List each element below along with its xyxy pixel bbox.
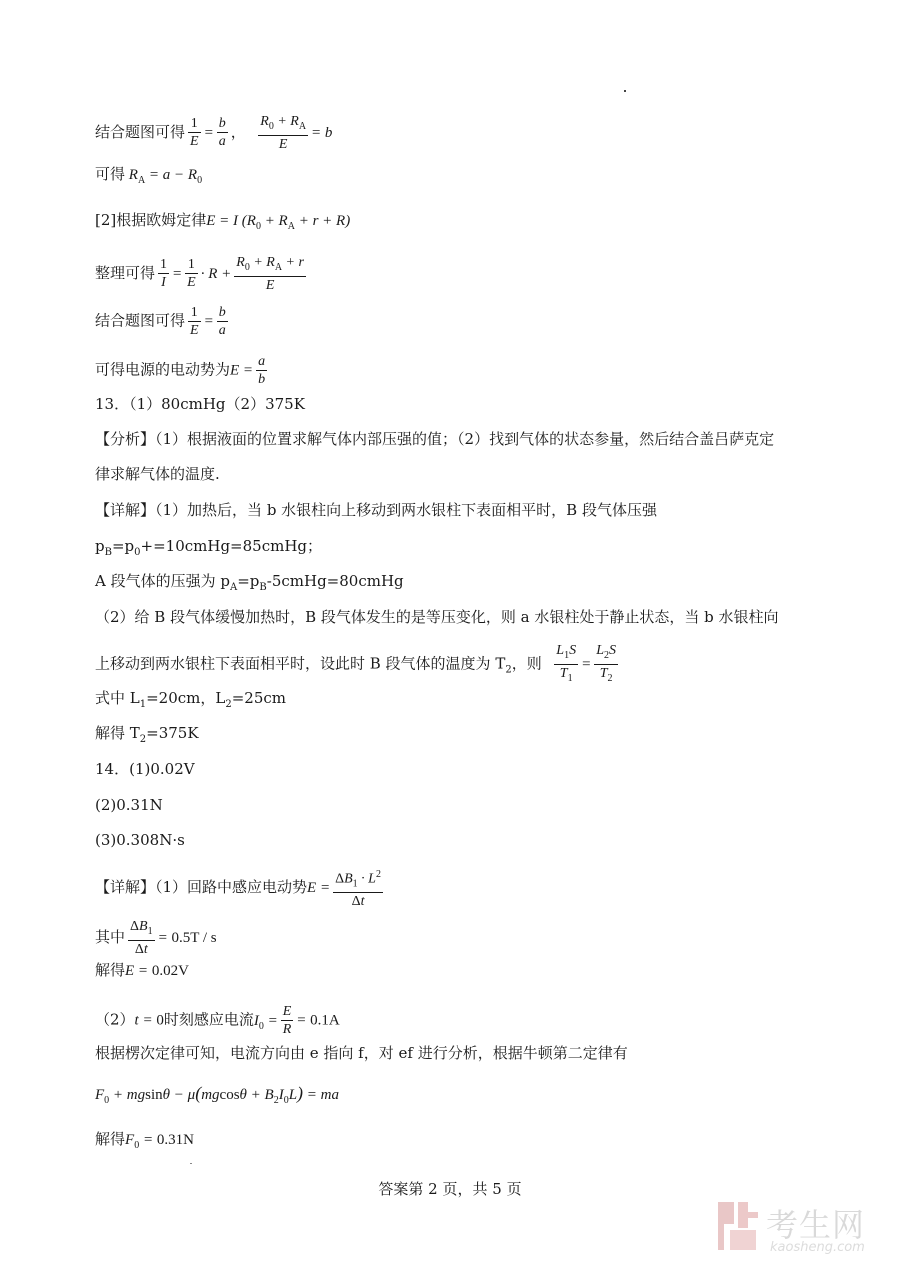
- emf-result-line: 可得电源的电动势为E = $\frac{a}{b}$: [95, 354, 266, 387]
- stray-mark: [624, 90, 626, 92]
- q13-detail-3: A 段气体的压强为 $p_A=p_B-5cmHg=80cmHg$: [95, 572, 404, 593]
- q14-newton-equation: $F_0 + mgsin\theta - \mu(mgcos\theta + B_2I_0L)$ = ma: [95, 1083, 339, 1106]
- q13-detail-1: 【详解】（1）加热后，当 b 水银柱向上移动到两水银柱下表面相平时，B 段气体压强: [95, 501, 657, 519]
- q13-answer: 13．（1）80cmHg（2）375K: [95, 395, 305, 413]
- q13-detail-4: （2）给 B 段气体缓慢加热时，B 段气体发生的是等压变化，则 a 水银柱处于静止状态，当 b 水银柱向: [95, 608, 779, 626]
- derivation-line-2: 可得 $R_A = a - R_0$: [95, 165, 203, 186]
- page-footer: 答案第 2 页，共 5 页: [378, 1180, 522, 1198]
- q14-detail-4: （2）t = 0时刻感应电流$I_0$ = $\frac{E}{R}$ = 0.1A: [95, 1004, 340, 1037]
- watermark-name: 考生网: [766, 1206, 866, 1244]
- watermark-logo: [716, 1198, 886, 1258]
- q14-detail-7: 解得$F_0 = 0.31N$: [95, 1130, 194, 1151]
- watermark-logo-icon: [716, 1198, 760, 1254]
- derivation-line-5: 结合题图可得 $\frac{1}{E}$ = $\frac{b}{a}$: [95, 305, 226, 338]
- q13-detail-2: $p_B=p_0+=10cmHg=85cmHg$；: [95, 537, 323, 558]
- q13-analysis-2: 律求解气体的温度.: [95, 465, 220, 483]
- ohm-law-line: [2]根据欧姆定律E = I $(R_0 + R_A + r + R)$: [95, 211, 351, 232]
- stray-mark: [190, 1163, 192, 1164]
- q13-analysis-1: 【分析】（1）根据液面的位置求解气体内部压强的值；（2）找到气体的状态参量，然后结合盖吕萨克定: [95, 430, 775, 448]
- q14-detail-1: 【详解】（1）回路中感应电动势E = $\frac{\Delta B_1 \cdot L^2}{\Delta t}$: [95, 866, 386, 910]
- q13-detail-6: 式中 $L_1=20cm$，$L_2=25cm$: [95, 689, 287, 710]
- watermark-url: kaosheng.com: [770, 1240, 865, 1255]
- q14-detail-2: 其中 $\frac{\Delta B_1}{\Delta t}$ = 0.5T / s: [95, 919, 217, 957]
- q14-detail-5: 根据楞次定律可知，电流方向由 e 指向 f，对 ef 进行分析，根据牛顿第二定律有: [95, 1044, 628, 1062]
- line-text: 结合题图可得: [95, 122, 186, 141]
- q14-answer-1: 14．(1)0.02V: [95, 760, 195, 778]
- derivation-line-1: 结合题图可得 $\frac{1}{E}$ = $\frac{b}{a}$ ， $\frac{R_0 + R_A}{E}$ = b: [95, 114, 333, 152]
- q14-answer-3: (3)0.308N·s: [95, 831, 185, 849]
- q14-detail-3: 解得E = 0.02V: [95, 961, 189, 979]
- rearranged-line: 整理可得 $\frac{1}{I}$ = $\frac{1}{E}$ · R + $\frac{R_0 + R_A + r}{E}$: [95, 255, 304, 293]
- q13-detail-7: 解得 $T_2=375K$: [95, 724, 199, 745]
- q13-detail-5: 上移动到两水银柱下表面相平时，设此时 B 段气体的温度为 $T_2$，则 $\frac{L_1S}{T_1}$ = $\frac{L_2S}{T_2}$: [95, 643, 616, 684]
- q14-answer-2: (2)0.31N: [95, 796, 163, 814]
